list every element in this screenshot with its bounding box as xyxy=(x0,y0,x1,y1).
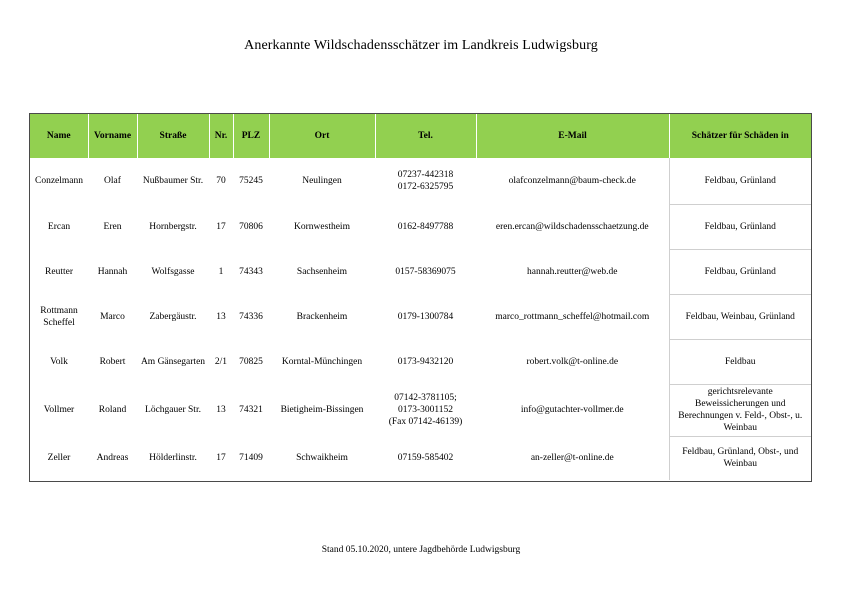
cell-schaeden: Feldbau, Grünland xyxy=(669,158,811,204)
cell-schaeden: Feldbau xyxy=(669,339,811,384)
cell-strasse: Zabergäustr. xyxy=(149,311,197,322)
cell-email: info@gutachter-vollmer.de xyxy=(520,405,624,415)
cell-strasse: Hölderlinstr. xyxy=(149,453,197,463)
cell-ort: Schwaikheim xyxy=(296,453,348,463)
cell-tel: 0162-8497788 xyxy=(397,221,454,232)
cell-tel: 07142-3781105; 0173-3001152 (Fax 07142-46139) xyxy=(388,393,463,427)
header-strasse: Straße xyxy=(137,114,209,158)
estimators-table xyxy=(30,114,811,480)
cell-plz: 74343 xyxy=(239,266,263,277)
cell-strasse: Nußbaumer Str. xyxy=(142,176,204,186)
cell-nr: 17 xyxy=(216,453,226,463)
cell-plz: 71409 xyxy=(239,453,263,463)
cell-email: marco_rottmann_scheffel@hotmail.com xyxy=(495,311,650,322)
cell-schaeden: Feldbau, Grünland, Obst-, und Weinbau xyxy=(669,436,811,480)
footer-note: Stand 05.10.2020, untere Jagdbehörde Ludwigsburg xyxy=(321,545,521,555)
cell-vorname: Robert xyxy=(99,356,126,367)
cell-vorname: Eren xyxy=(103,221,122,232)
cell-name: Rottmann Scheffel xyxy=(40,305,78,328)
header-nr: Nr. xyxy=(209,114,233,158)
table-row xyxy=(30,158,811,204)
cell-name: Reutter xyxy=(45,266,73,277)
cell-ort: Neulingen xyxy=(302,176,342,186)
cell-name: Volk xyxy=(50,356,68,367)
cell-strasse: Am Gänsegarten xyxy=(140,356,206,367)
cell-nr: 2/1 xyxy=(214,356,228,367)
cell-strasse: Löchgauer Str. xyxy=(145,405,201,415)
cell-nr: 13 xyxy=(216,405,226,415)
cell-ort: Sachsenheim xyxy=(296,266,348,277)
cell-name: Zeller xyxy=(47,453,71,463)
cell-ort: Brackenheim xyxy=(296,311,348,322)
cell-vorname: Roland xyxy=(98,405,127,415)
cell-nr: 17 xyxy=(216,221,226,232)
cell-email: eren.ercan@wildschadensschaetzung.de xyxy=(495,221,649,232)
table-row xyxy=(30,384,811,436)
table-row xyxy=(30,249,811,294)
cell-tel: 07237-442318 0172-6325795 xyxy=(397,170,454,192)
cell-schaeden: Feldbau, Weinbau, Grünland xyxy=(669,294,811,339)
cell-email: olafconzelmann@baum-check.de xyxy=(508,176,636,186)
cell-vorname: Olaf xyxy=(104,176,121,186)
header-vorname: Vorname xyxy=(88,114,137,158)
cell-name: Ercan xyxy=(47,221,71,232)
header-ort: Ort xyxy=(269,114,375,158)
table-row xyxy=(30,204,811,249)
estimators-table-frame xyxy=(29,113,812,482)
cell-ort: Kornwestheim xyxy=(294,221,350,232)
cell-nr: 70 xyxy=(216,176,226,186)
cell-tel: 0157-58369075 xyxy=(395,266,456,277)
header-name: Name xyxy=(30,114,88,158)
cell-plz: 74321 xyxy=(239,405,263,415)
table-header-row xyxy=(30,114,811,158)
document-title: Anerkannte Wildschadensschätzer im Landkreis Ludwigsburg xyxy=(244,38,598,53)
cell-plz: 74336 xyxy=(239,311,263,322)
cell-nr: 13 xyxy=(216,311,226,322)
cell-vorname: Andreas xyxy=(96,453,129,463)
cell-vorname: Marco xyxy=(100,311,125,322)
table-row xyxy=(30,339,811,384)
cell-schaeden: gerichtsrelevante Beweissicherungen und Berechnungen v. Feld-, Obst-, u. Weinbau xyxy=(669,384,811,436)
table-row xyxy=(30,436,811,480)
cell-email: an-zeller@t-online.de xyxy=(530,453,614,463)
table-body xyxy=(30,158,811,480)
cell-ort: Korntal-Münchingen xyxy=(281,356,363,367)
cell-strasse: Hornbergstr. xyxy=(149,221,197,232)
cell-email: hannah.reutter@web.de xyxy=(526,266,618,277)
cell-ort: Bietigheim-Bissingen xyxy=(280,405,364,415)
cell-plz: 70806 xyxy=(239,221,263,232)
cell-tel: 07159-585402 xyxy=(397,453,454,463)
cell-vorname: Hannah xyxy=(97,266,128,277)
cell-strasse: Wolfsgasse xyxy=(151,266,195,277)
cell-tel: 0179-1300784 xyxy=(397,311,454,322)
header-email: E-Mail xyxy=(476,114,669,158)
cell-name: Vollmer xyxy=(43,405,75,415)
table-row xyxy=(30,294,811,339)
cell-plz: 75245 xyxy=(239,176,263,186)
header-schaeden: Schätzer für Schäden in xyxy=(669,114,811,158)
cell-nr: 1 xyxy=(218,266,224,277)
cell-name: Conzelmann xyxy=(34,176,83,186)
cell-email: robert.volk@t-online.de xyxy=(526,356,619,367)
header-plz: PLZ xyxy=(233,114,269,158)
cell-schaeden: Feldbau, Grünland xyxy=(669,204,811,249)
header-tel: Tel. xyxy=(375,114,476,158)
cell-schaeden: Feldbau, Grünland xyxy=(669,249,811,294)
cell-tel: 0173-9432120 xyxy=(397,356,454,367)
cell-plz: 70825 xyxy=(239,356,263,367)
